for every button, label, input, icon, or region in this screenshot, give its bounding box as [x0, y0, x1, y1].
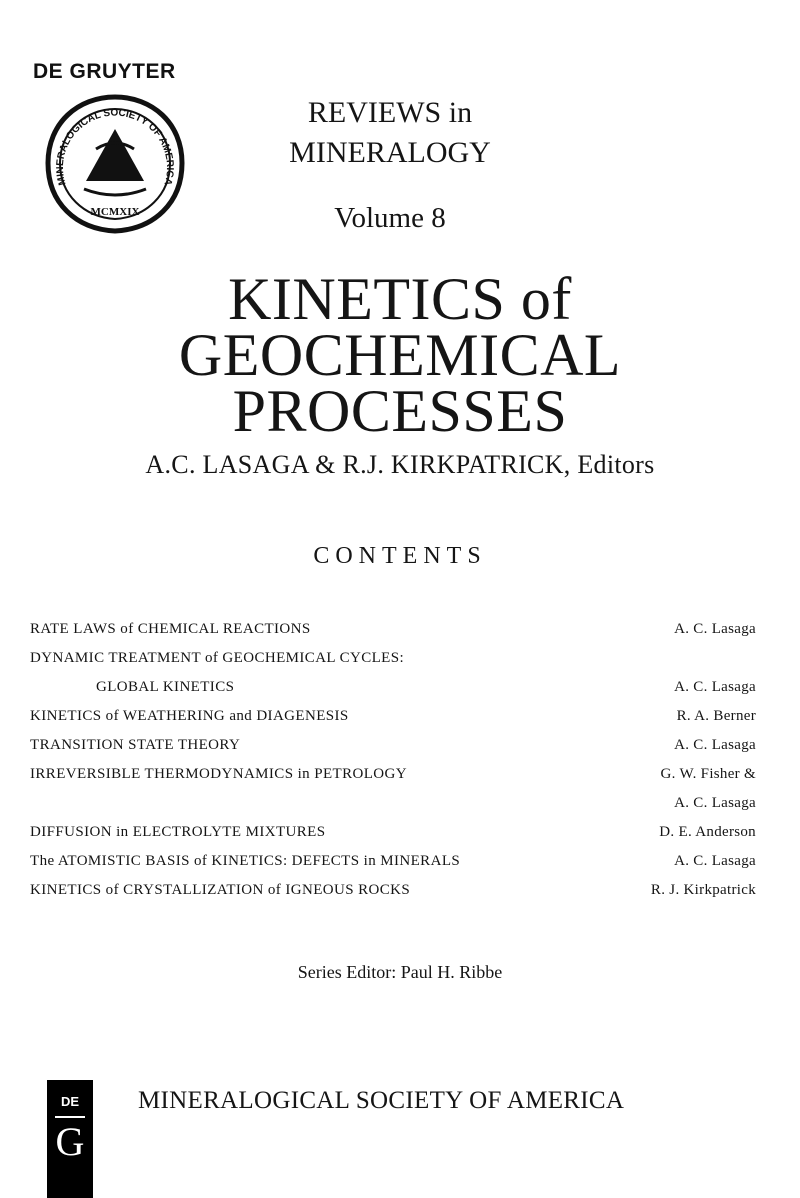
logo-g-text: G	[55, 1119, 85, 1164]
editors-line: A.C. LASAGA & R.J. KIRKPATRICK, Editors	[145, 450, 655, 479]
toc-entry-author: R. J. Kirkpatrick	[650, 882, 756, 898]
volume-number: Volume 8	[334, 202, 446, 234]
toc-entry-author: A. C. Lasaga	[674, 795, 756, 811]
series-title-line2: MINERALOGY	[289, 136, 491, 169]
logo-de-text: DE	[60, 1094, 80, 1109]
toc-entry-author: A. C. Lasaga	[674, 853, 756, 869]
toc-entry-author: R. A. Berner	[676, 708, 756, 724]
seal-year: MCMXIX	[90, 206, 140, 218]
toc-entry-title: GLOBAL KINETICS	[96, 679, 235, 695]
society-seal-logo	[44, 93, 186, 235]
society-name: MINERALOGICAL SOCIETY OF AMERICA	[138, 1087, 625, 1114]
toc-entry-author: A. C. Lasaga	[674, 621, 756, 637]
seal-outer-text: MINERALOGICAL SOCIETY OF AMERICA	[54, 107, 176, 187]
book-title-line2: GEOCHEMICAL	[178, 322, 622, 388]
toc-entry-title: RATE LAWS of CHEMICAL REACTIONS	[30, 621, 311, 637]
toc-entry-author: A. C. Lasaga	[674, 737, 756, 753]
publisher-name: DE GRUYTER	[33, 60, 176, 83]
book-title-line1: KINETICS of	[228, 266, 572, 332]
contents-heading: CONTENTS	[313, 543, 487, 569]
toc-entry-title: DIFFUSION in ELECTROLYTE MIXTURES	[30, 824, 326, 840]
book-title-line3: PROCESSES	[232, 378, 568, 444]
toc-entry-author: A. C. Lasaga	[674, 679, 756, 695]
de-gruyter-logo	[47, 1080, 93, 1198]
series-title-line1: REVIEWS in	[307, 96, 473, 129]
toc-entry-title: The ATOMISTIC BASIS of KINETICS: DEFECTS in MINERALS	[30, 853, 461, 869]
toc-entry-title: IRREVERSIBLE THERMODYNAMICS in PETROLOGY	[30, 766, 407, 782]
toc-entry-title: KINETICS of WEATHERING and DIAGENESIS	[30, 708, 349, 724]
toc-entry-title: DYNAMIC TREATMENT of GEOCHEMICAL CYCLES:	[30, 650, 405, 666]
toc-entry-author: D. E. Anderson	[659, 824, 756, 840]
toc-entry-title: KINETICS of CRYSTALLIZATION of IGNEOUS ROCKS	[30, 882, 411, 898]
toc-entry-title: TRANSITION STATE THEORY	[30, 737, 241, 753]
series-editor: Series Editor: Paul H. Ribbe	[297, 962, 503, 982]
toc-entry-author: G. W. Fisher &	[660, 766, 756, 782]
